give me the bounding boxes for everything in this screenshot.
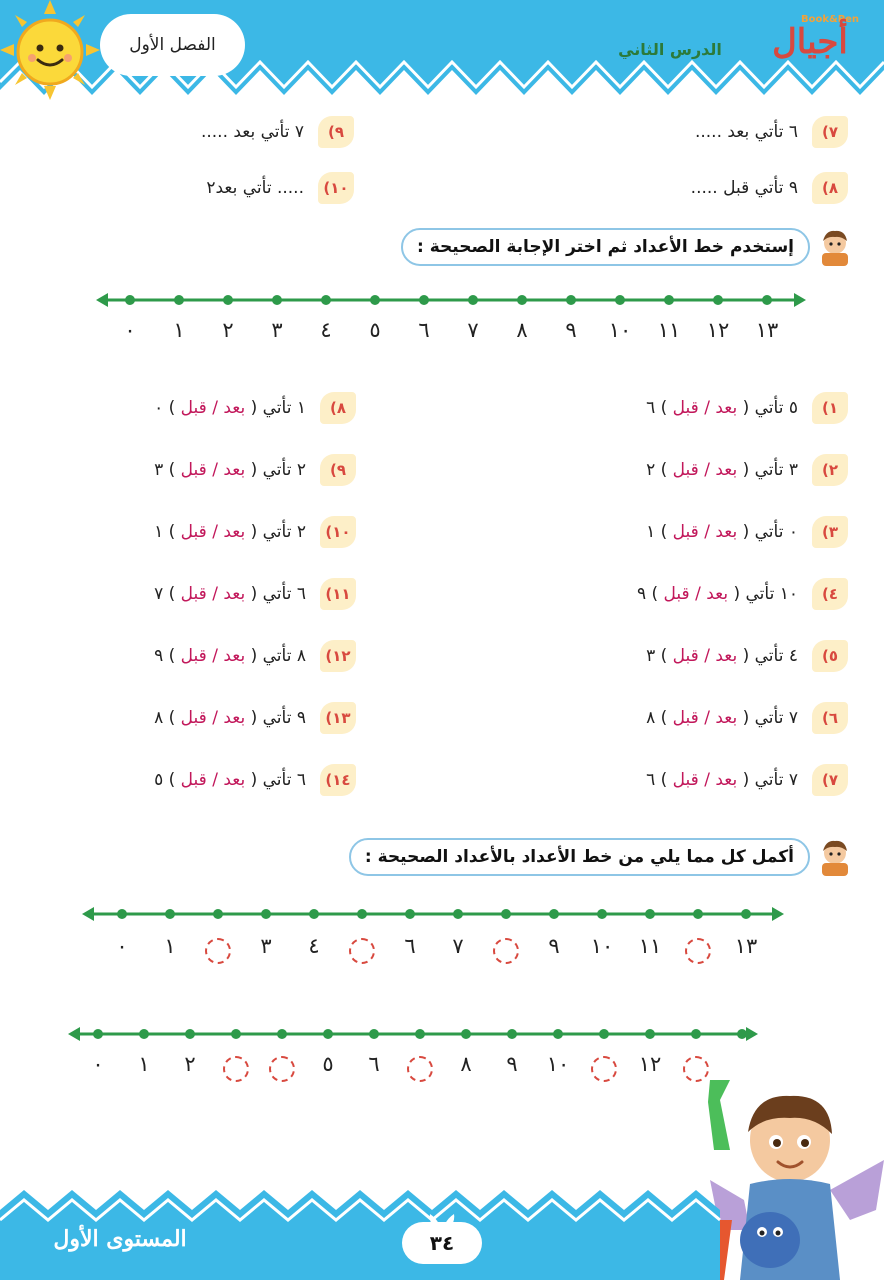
- item-prefix: ٩ تأتي (: [250, 708, 306, 728]
- instruction-text: إستخدم خط الأعداد ثم اختر الإجابة الصحيحة :: [401, 228, 810, 266]
- item-text: [646, 770, 798, 790]
- item-number: ٦): [812, 702, 848, 734]
- number-line-2-labels: [0, 932, 884, 972]
- logo-word: أجيال: [772, 22, 848, 62]
- item-text: [154, 646, 306, 666]
- blank-answer-circle[interactable]: [407, 1056, 433, 1082]
- choice-item: [646, 640, 848, 672]
- choice-options[interactable]: بعد / قبل: [672, 708, 738, 728]
- number-line-label: ١٣: [755, 318, 779, 342]
- blank-answer-circle[interactable]: [683, 1056, 709, 1082]
- item-suffix: ) ١: [646, 522, 668, 542]
- item-suffix: ) ٣: [154, 460, 176, 480]
- number-line-label: ٧: [452, 934, 464, 958]
- top-item-9: [201, 116, 354, 148]
- item-number: ٨): [320, 392, 356, 424]
- number-line-label: ٤: [320, 318, 332, 342]
- choice-options[interactable]: بعد / قبل: [180, 584, 246, 604]
- item-number: ٣): [812, 516, 848, 548]
- choice-item: [154, 578, 356, 610]
- item-number: ٨): [812, 172, 848, 204]
- item-text: ..... تأتي بعد٢: [206, 178, 304, 198]
- item-number: ٧): [812, 116, 848, 148]
- number-line-label: ٨: [516, 318, 528, 342]
- item-suffix: ) ٩: [636, 584, 659, 604]
- item-text: [154, 770, 306, 790]
- choice-item: [646, 454, 848, 486]
- choice-item: [154, 392, 356, 424]
- item-text: [646, 398, 798, 418]
- number-line-label: ١: [173, 318, 185, 342]
- blank-answer-circle[interactable]: [591, 1056, 617, 1082]
- instruction-text: أكمل كل مما يلي من خط الأعداد بالأعداد الصحيحة :: [349, 838, 810, 876]
- choice-item: [646, 392, 848, 424]
- item-prefix: ٢ تأتي (: [250, 460, 306, 480]
- item-text: [646, 708, 798, 728]
- choice-options[interactable]: بعد / قبل: [672, 522, 738, 542]
- choice-options[interactable]: بعد / قبل: [180, 770, 246, 790]
- item-number: ١٠): [320, 516, 356, 548]
- logo-subtitle: Book&Pen: [801, 14, 859, 25]
- item-text: ٩ تأتي قبل .....: [690, 178, 798, 198]
- choice-options[interactable]: بعد / قبل: [180, 708, 246, 728]
- choice-options[interactable]: بعد / قبل: [672, 398, 738, 418]
- choice-item: [154, 702, 356, 734]
- blank-answer-circle[interactable]: [269, 1056, 295, 1082]
- blank-answer-circle[interactable]: [493, 938, 519, 964]
- number-line-label: ٠: [92, 1052, 104, 1076]
- number-line-label: ٢: [222, 318, 234, 342]
- number-line-label: ٥: [369, 318, 381, 342]
- item-prefix: ٢ تأتي (: [250, 522, 306, 542]
- number-line-label: ١٣: [734, 934, 758, 958]
- student-icon: [814, 836, 856, 878]
- item-number: ١٤): [320, 764, 356, 796]
- choice-options[interactable]: بعد / قبل: [180, 522, 246, 542]
- item-number: ٥): [812, 640, 848, 672]
- item-prefix: ٦ تأتي (: [250, 584, 306, 604]
- item-number: ٤): [812, 578, 848, 610]
- item-prefix: ٥ تأتي (: [742, 398, 798, 418]
- number-line-label: ٤: [308, 934, 320, 958]
- choice-item: [154, 764, 356, 796]
- number-line-label: ٥: [322, 1052, 334, 1076]
- page-number: ٣٤: [402, 1222, 482, 1264]
- section2-header: [349, 836, 856, 878]
- item-suffix: ) ٥: [154, 770, 176, 790]
- number-line-label: ٦: [404, 934, 416, 958]
- number-line-1: [96, 286, 806, 314]
- choice-item: [646, 764, 848, 796]
- number-line-label: ٠: [124, 318, 136, 342]
- item-number: ٢): [812, 454, 848, 486]
- number-line-2: [82, 900, 784, 928]
- item-number: ١١): [320, 578, 356, 610]
- item-number: ١٠): [318, 172, 354, 204]
- item-prefix: ٦ تأتي (: [250, 770, 306, 790]
- number-line-label: ١٢: [706, 318, 730, 342]
- choice-options[interactable]: بعد / قبل: [672, 460, 738, 480]
- blank-answer-circle[interactable]: [349, 938, 375, 964]
- number-line-label: ٣: [260, 934, 272, 958]
- number-line-label: ١٠: [546, 1052, 570, 1076]
- choice-item: [637, 578, 848, 610]
- number-line-3: [68, 1020, 758, 1048]
- footer-level: المستوى الأول: [53, 1226, 187, 1252]
- blank-answer-circle[interactable]: [685, 938, 711, 964]
- item-number: ٩): [320, 454, 356, 486]
- number-line-label: ٩: [506, 1052, 518, 1076]
- choice-options[interactable]: بعد / قبل: [180, 646, 246, 666]
- choice-item: [154, 640, 356, 672]
- item-number: ١): [812, 392, 848, 424]
- number-line-label: ١٠: [590, 934, 614, 958]
- choice-options[interactable]: بعد / قبل: [672, 770, 738, 790]
- item-prefix: ٧ تأتي (: [742, 708, 798, 728]
- number-line-label: ١٠: [608, 318, 632, 342]
- number-line-label: ٨: [460, 1052, 472, 1076]
- item-suffix: ) ٦: [646, 398, 668, 418]
- item-number: ١٢): [320, 640, 356, 672]
- top-item-10: [206, 172, 354, 204]
- number-line-label: ٩: [565, 318, 577, 342]
- item-prefix: ٠ تأتي (: [742, 522, 798, 542]
- number-line-label: ٦: [368, 1052, 380, 1076]
- number-line-label: ١٢: [638, 1052, 662, 1076]
- number-line-label: ٦: [418, 318, 430, 342]
- item-prefix: ٤ تأتي (: [742, 646, 798, 666]
- choice-options[interactable]: بعد / قبل: [672, 646, 738, 666]
- item-text: ٦ تأتي بعد .....: [694, 122, 798, 142]
- sun-icon: [0, 0, 100, 100]
- number-line-1-labels: [0, 316, 884, 346]
- number-line-label: ٧: [467, 318, 479, 342]
- top-item-7: [695, 116, 848, 148]
- chapter-title: الفصل الأول: [100, 14, 245, 76]
- item-text: [646, 646, 798, 666]
- lesson-title: الدرس الثاني: [618, 40, 722, 59]
- choice-options[interactable]: بعد / قبل: [663, 584, 729, 604]
- item-text: [154, 708, 306, 728]
- item-prefix: ٣ تأتي (: [742, 460, 798, 480]
- item-number: ٧): [812, 764, 848, 796]
- choice-item: [646, 702, 848, 734]
- number-line-label: ٠: [116, 934, 128, 958]
- blank-answer-circle[interactable]: [223, 1056, 249, 1082]
- choice-options[interactable]: بعد / قبل: [180, 398, 246, 418]
- item-prefix: ٧ تأتي (: [742, 770, 798, 790]
- number-line-label: ١: [164, 934, 176, 958]
- item-prefix: ٨ تأتي (: [250, 646, 306, 666]
- item-prefix: ١٠ تأتي (: [733, 584, 798, 604]
- item-text: [646, 460, 798, 480]
- item-text: [154, 460, 306, 480]
- item-text: [154, 584, 306, 604]
- number-line-label: ١١: [657, 318, 681, 342]
- top-item-8: [691, 172, 848, 204]
- item-suffix: ) ١: [154, 522, 176, 542]
- number-line-label: ٢: [184, 1052, 196, 1076]
- item-suffix: ) ٨: [154, 708, 176, 728]
- number-line-label: ٩: [548, 934, 560, 958]
- item-suffix: ) ٧: [154, 584, 176, 604]
- choice-item: [154, 454, 356, 486]
- item-suffix: ) ٢: [646, 460, 668, 480]
- item-prefix: ١ تأتي (: [250, 398, 306, 418]
- item-suffix: ) ٠: [154, 398, 176, 418]
- blank-answer-circle[interactable]: [205, 938, 231, 964]
- item-suffix: ) ٩: [154, 646, 176, 666]
- choice-item: [646, 516, 848, 548]
- item-text: [154, 398, 306, 418]
- item-text: [154, 522, 306, 542]
- item-suffix: ) ٦: [646, 770, 668, 790]
- item-suffix: ) ٨: [646, 708, 668, 728]
- choice-item: [154, 516, 356, 548]
- number-line-label: ١: [138, 1052, 150, 1076]
- choice-options[interactable]: بعد / قبل: [180, 460, 246, 480]
- item-text: [646, 522, 798, 542]
- number-line-label: ١١: [638, 934, 662, 958]
- item-number: ١٣): [320, 702, 356, 734]
- item-text: [637, 584, 798, 604]
- item-number: ٩): [318, 116, 354, 148]
- item-suffix: ) ٣: [646, 646, 668, 666]
- number-line-label: ٣: [271, 318, 283, 342]
- item-text: ٧ تأتي بعد .....: [200, 122, 304, 142]
- student-icon: [814, 226, 856, 268]
- section1-header: [401, 226, 856, 268]
